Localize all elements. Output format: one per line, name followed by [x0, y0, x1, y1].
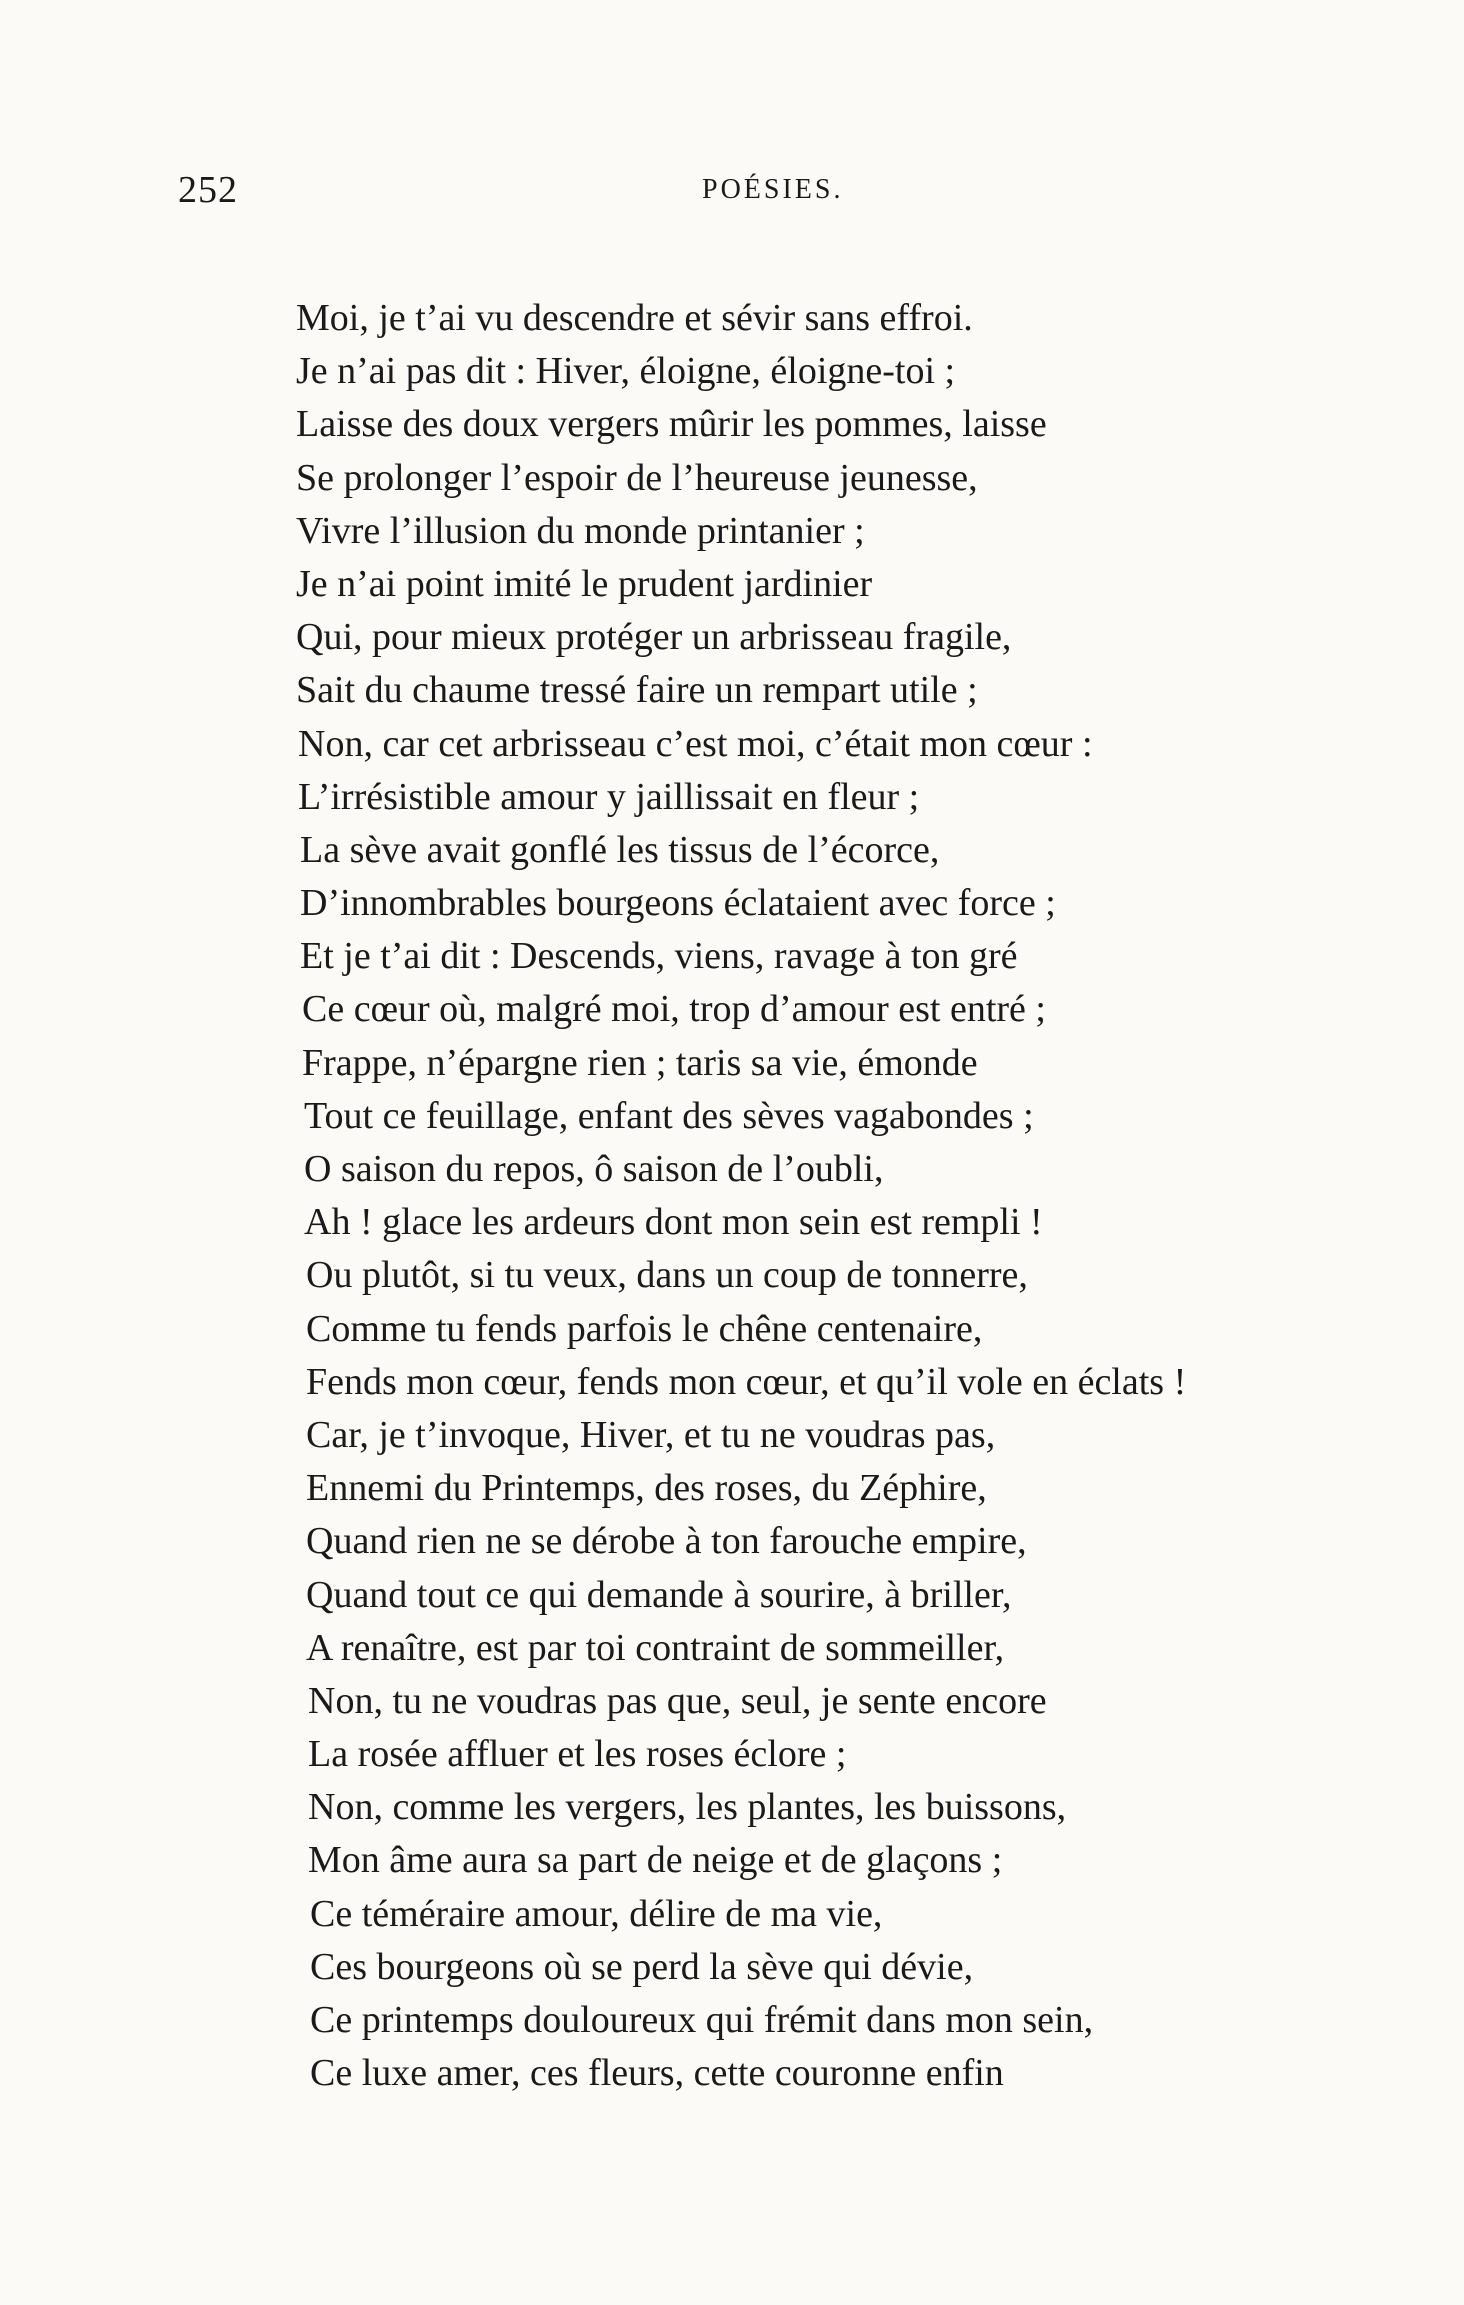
verse-line: Tout ce feuillage, enfant des sèves vagabondes ;	[304, 1094, 1034, 1137]
verse-line: L’irrésistible amour y jaillissait en fleur ;	[298, 775, 920, 818]
verse-line: Et je t’ai dit : Descends, viens, ravage à ton gré	[300, 935, 1018, 978]
verse-line: La sève avait gonflé les tissus de l’écorce,	[300, 828, 940, 871]
verse-line: Comme tu fends parfois le chêne centenaire,	[306, 1307, 983, 1350]
verse-line: Ce printemps douloureux qui frémit dans mon sein,	[310, 1999, 1094, 2041]
verse-line: Qui, pour mieux protéger un arbrisseau fragile,	[296, 616, 1012, 659]
verse-line: Ces bourgeons où se perd la sève qui dévie,	[310, 1945, 974, 1988]
verse-line: La rosée affluer et les roses éclore ;	[308, 1733, 847, 1776]
verse-line: Non, car cet arbrisseau c’est moi, c’était mon cœur :	[298, 722, 1093, 765]
verse-line: Quand tout ce qui demande à sourire, à briller,	[306, 1573, 1012, 1616]
verse-line: O saison du repos, ô saison de l’oubli,	[304, 1148, 884, 1190]
verse-line: Laisse des doux vergers mûrir les pommes, laisse	[296, 403, 1047, 446]
verse-line: Non, comme les vergers, les plantes, les buissons,	[308, 1786, 1067, 1829]
verse-line: Frappe, n’épargne rien ; taris sa vie, émonde	[302, 1041, 978, 1084]
verse-line: Vivre l’illusion du monde printanier ;	[296, 509, 865, 552]
verse-line: A renaître, est par toi contraint de sommeiller,	[306, 1626, 1005, 1669]
verse-line: Non, tu ne voudras pas que, seul, je sente encore	[308, 1679, 1047, 1722]
verse-line: Fends mon cœur, fends mon cœur, et qu’il vole en éclats !	[306, 1360, 1187, 1403]
verse-line: Ce téméraire amour, délire de ma vie,	[310, 1892, 883, 1935]
page-header	[0, 168, 1464, 228]
verse-line: Ce cœur où, malgré moi, trop d’amour est entré ;	[302, 988, 1046, 1031]
verse-line: Ah ! glace les ardeurs dont mon sein est rempli !	[304, 1201, 1043, 1244]
poem-text	[296, 292, 1296, 2100]
verse-line: Se prolonger l’espoir de l’heureuse jeunesse,	[296, 456, 978, 499]
verse-line: Ou plutôt, si tu veux, dans un coup de tonnerre,	[306, 1254, 1028, 1297]
verse-line: Ce luxe amer, ces fleurs, cette couronne enfin	[310, 2052, 1004, 2095]
page-number: 252	[178, 169, 238, 211]
running-title: POÉSIES.	[702, 174, 844, 205]
verse-line: Moi, je t’ai vu descendre et sévir sans effroi.	[296, 297, 973, 339]
verse-line: Je n’ai pas dit : Hiver, éloigne, éloigne-toi ;	[296, 350, 956, 393]
verse-line: Sait du chaume tressé faire un rempart utile ;	[296, 669, 978, 712]
verse-line: Mon âme aura sa part de neige et de glaçons ;	[308, 1839, 1003, 1882]
verse-line: Car, je t’invoque, Hiver, et tu ne voudras pas,	[306, 1413, 996, 1456]
verse-line: Je n’ai point imité le prudent jardinier	[296, 562, 873, 605]
verse-line: D’innombrables bourgeons éclataient avec force ;	[300, 882, 1056, 925]
verse-line: Quand rien ne se dérobe à ton farouche empire,	[306, 1520, 1027, 1563]
verse-line: Ennemi du Printemps, des roses, du Zéphire,	[306, 1467, 987, 1510]
